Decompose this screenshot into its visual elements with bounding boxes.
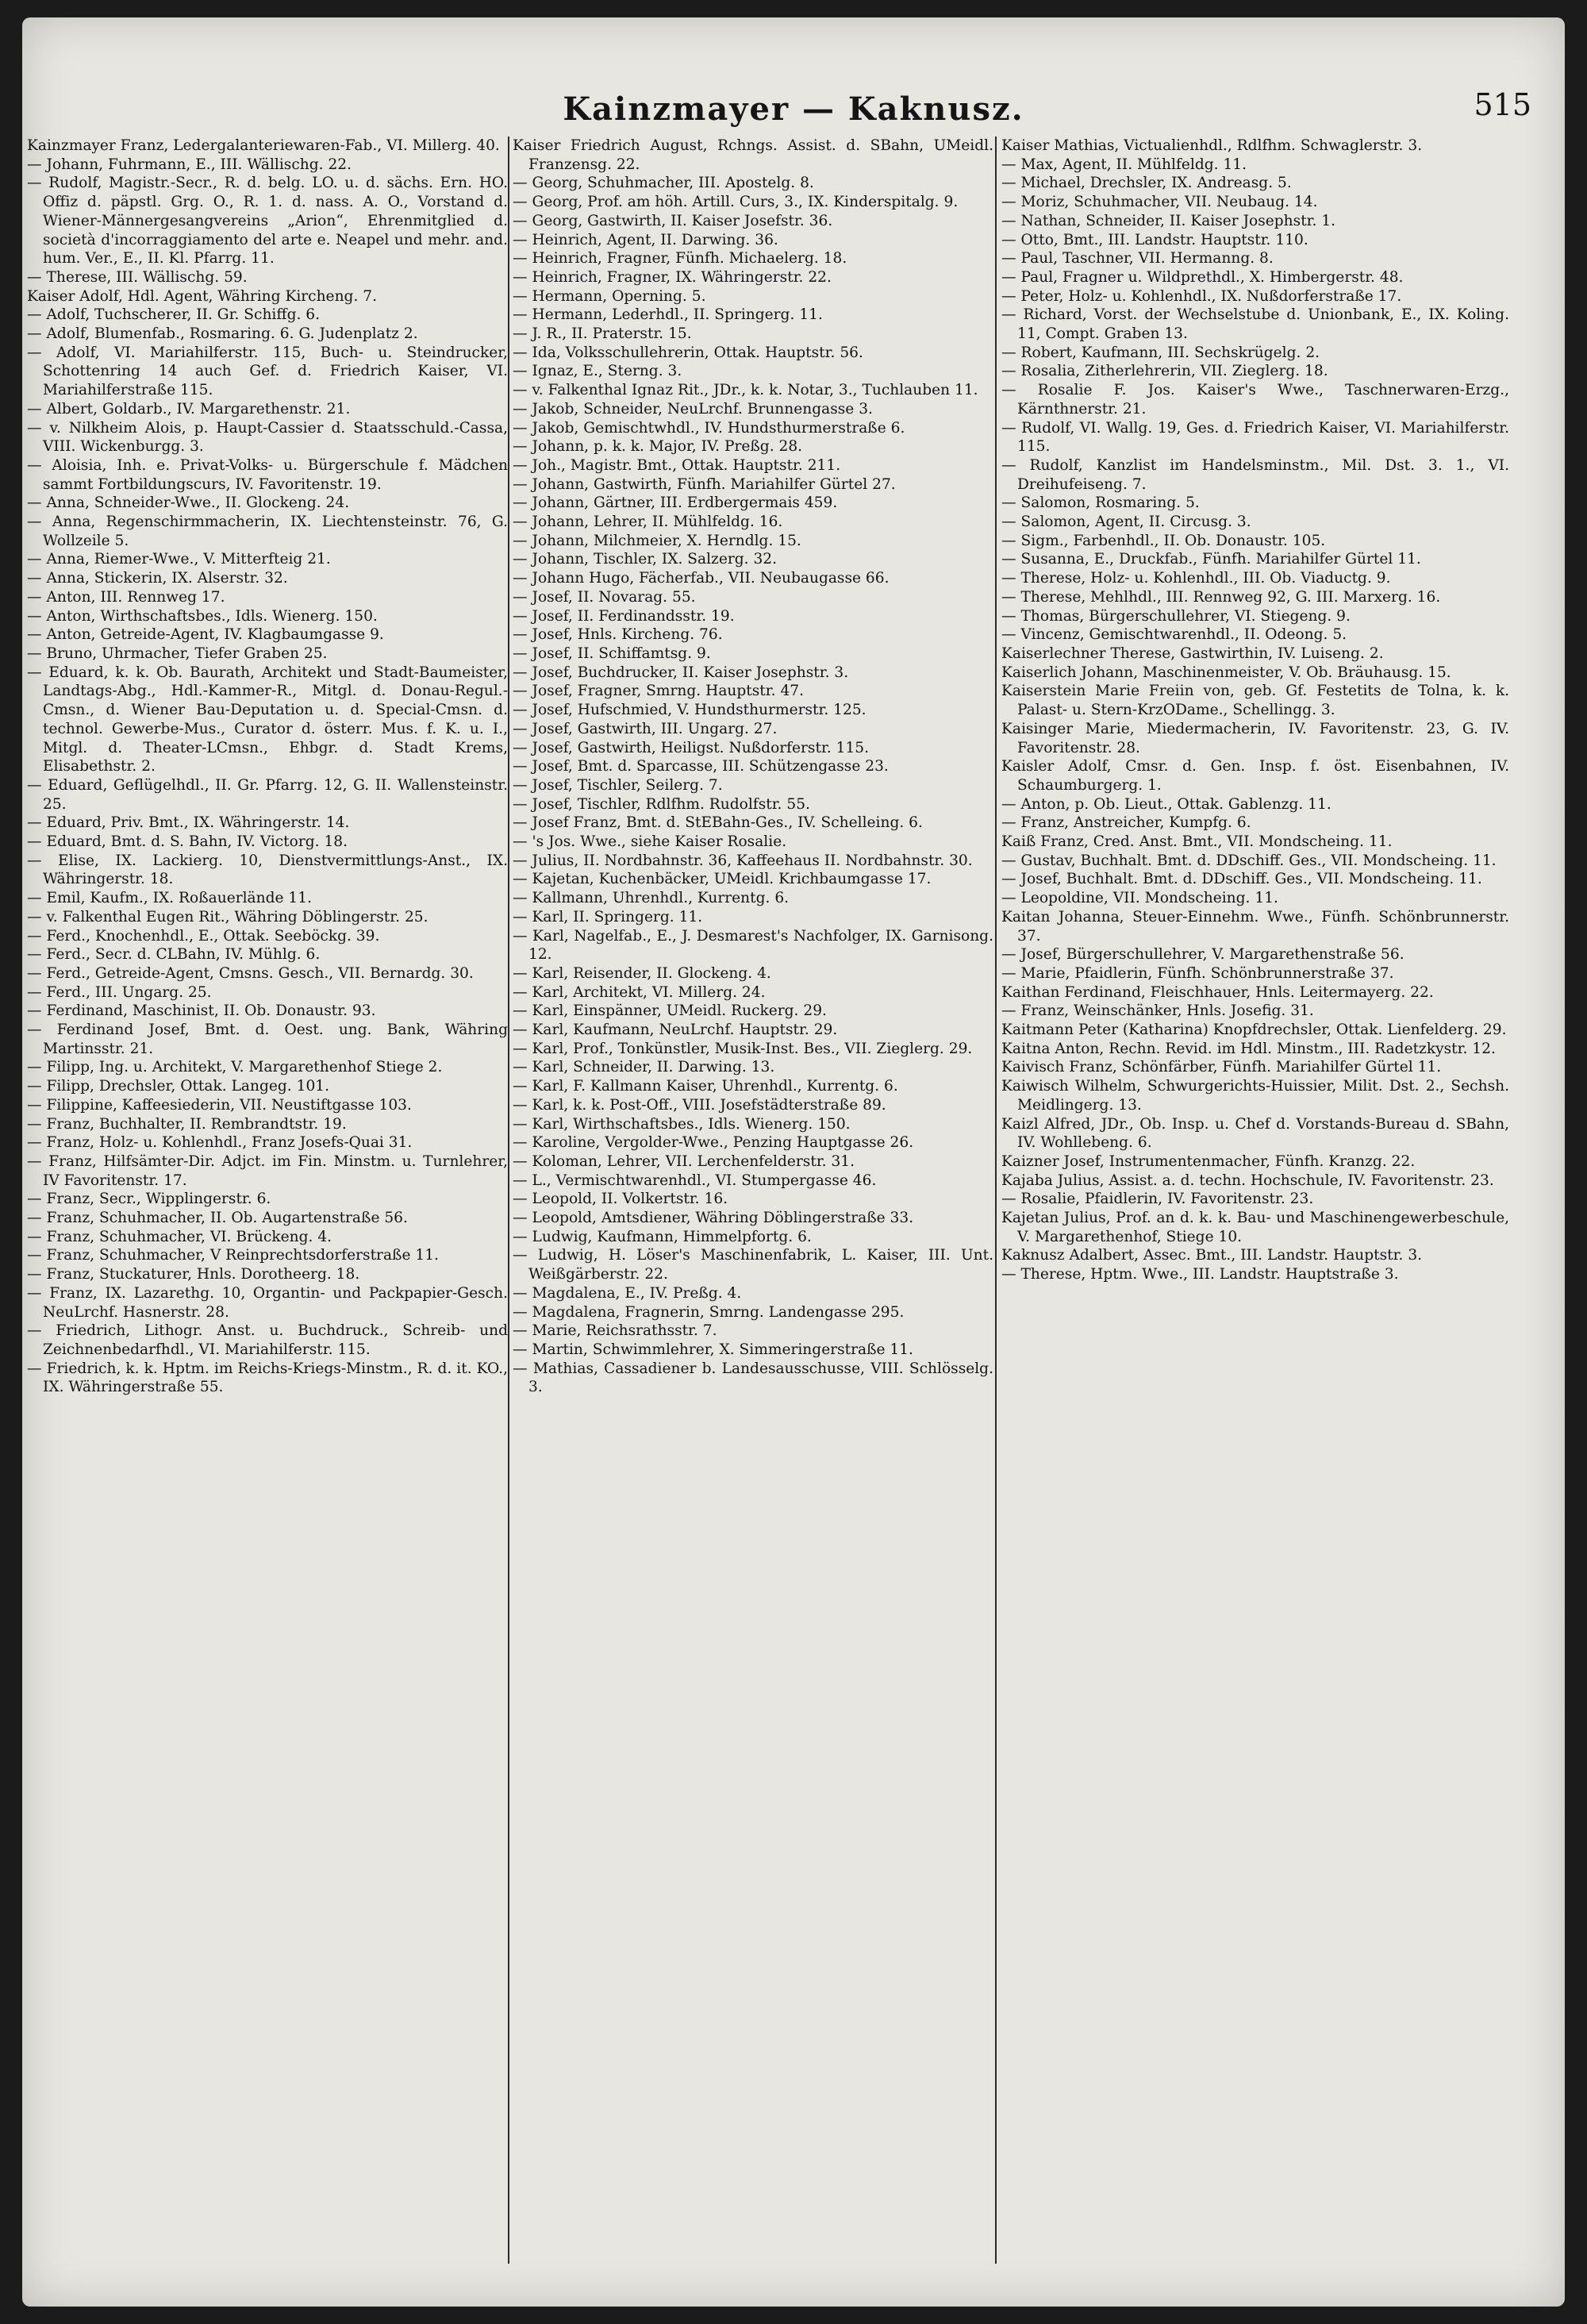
directory-entry: — Ignaz, E., Sterng. 3.: [513, 363, 682, 380]
directory-entry: — Ferd., Knochenhdl., E., Ottak. Seeböckg. 39.: [27, 927, 380, 945]
directory-entry: — Gustav, Buchhalt. Bmt. d. DDschiff. Ges., VII. Mondscheing. 11.: [1001, 852, 1497, 869]
directory-entry: — Franz, Schuhmacher, V Reinprechtsdorferstraße 11.: [27, 1247, 439, 1264]
directory-entry: — v. Nilkheim Alois, p. Haupt-Cassier d. Staatsschuld.-Cassa, VIII. Wickenburgg. 3.: [27, 419, 508, 456]
directory-entry: Kaisinger Marie, Miedermacherin, IV. Favoritenstr. 23, G. IV. Favoritenstr. 28.: [1001, 720, 1509, 756]
directory-entry: — Karl, Nagelfab., E., J. Desmarest's Nachfolger, IX. Garnisong. 12.: [513, 927, 993, 964]
directory-column-1: [27, 137, 508, 2272]
directory-entry: — Rudolf, VI. Wallg. 19, Ges. d. Friedrich Kaiser, VI. Mariahilferstr. 115.: [1001, 419, 1509, 456]
directory-entry: — Franz, IX. Lazarethg. 10, Organtin- und Packpapier-Gesch. NeuLrchf. Hasnerstr. 28.: [27, 1284, 508, 1321]
directory-entry: — Ferdinand, Maschinist, II. Ob. Donaustr. 93.: [27, 1002, 376, 1020]
directory-entry: — Johann, Fuhrmann, E., III. Wällischg. 22.: [27, 156, 352, 173]
directory-entry: — Mathias, Cassadiener b. Landesausschusse, VIII. Schlösselg. 3.: [513, 1360, 993, 1396]
directory-entry: Kaiserlich Johann, Maschinenmeister, V. Ob. Bräuhausg. 15.: [1001, 664, 1451, 681]
directory-entry: — Richard, Vorst. der Wechselstube d. Unionbank, E., IX. Koling. 11, Compt. Graben 13.: [1001, 306, 1509, 343]
directory-entry: Kajetan Julius, Prof. an d. k. k. Bau- und Maschinengewerbeschule, V. Margarethenhof, Stiege 10.: [1001, 1210, 1509, 1245]
directory-entry: — Johann Hugo, Fächerfab., VII. Neubaugasse 66.: [513, 570, 890, 587]
directory-entry: — Josef, Tischler, Rdlfhm. Rudolfstr. 55.: [513, 795, 810, 813]
page-number: 515: [1474, 87, 1531, 122]
directory-entry: — Max, Agent, II. Mühlfeldg. 11.: [1001, 156, 1247, 173]
directory-entry: — Ferd., Secr. d. CLBahn, IV. Mühlg. 6.: [27, 946, 321, 964]
directory-entry: Kaiß Franz, Cred. Anst. Bmt., VII. Mondscheing. 11.: [1001, 833, 1393, 851]
directory-entry: — Franz, Hilfsämter-Dir. Adjct. im Fin. Minstm. u. Turnlehrer, IV Favoritenstr. 17.: [27, 1152, 508, 1189]
directory-entry: — Josef, Buchhalt. Bmt. d. DDschiff. Ges., VII. Mondscheing. 11.: [1001, 871, 1482, 888]
directory-entry: — Karl, II. Springerg. 11.: [513, 908, 703, 925]
directory-entry: — Thomas, Bürgerschullehrer, VI. Stiegeng. 9.: [1001, 607, 1351, 625]
directory-entry: — Josef Franz, Bmt. d. StEBahn-Ges., IV. Schelleing. 6.: [513, 814, 923, 832]
directory-entry: Kainzmayer Franz, Ledergalanteriewaren-Fab., VI. Millerg. 40.: [27, 137, 500, 154]
directory-entry: — Karl, Schneider, II. Darwing. 13.: [513, 1059, 775, 1076]
directory-entry: — Otto, Bmt., III. Landstr. Hauptstr. 110.: [1001, 231, 1308, 248]
directory-entry: — Hermann, Lederhdl., II. Springerg. 11.: [513, 306, 823, 324]
directory-entry: — Therese, Hptm. Wwe., III. Landstr. Hauptstraße 3.: [1001, 1266, 1399, 1283]
directory-entry: — Franz, Schuhmacher, II. Ob. Augartenstraße 56.: [27, 1210, 408, 1227]
directory-entry: Kaisler Adolf, Cmsr. d. Gen. Insp. f. öst. Eisenbahnen, IV. Schaumburgerg. 1.: [1001, 758, 1509, 794]
directory-entry: — Eduard, Bmt. d. S. Bahn, IV. Victorg. 18.: [27, 833, 348, 851]
directory-column-3: [1001, 137, 1509, 2272]
directory-entry: — Peter, Holz- u. Kohlenhdl., IX. Nußdorferstraße 17.: [1001, 287, 1402, 305]
directory-entry: Kaiser Mathias, Victualienhdl., Rdlfhm. Schwaglerstr. 3.: [1001, 137, 1423, 154]
directory-entry: — v. Falkenthal Ignaz Rit., JDr., k. k. Notar, 3., Tuchlauben 11.: [513, 382, 978, 399]
directory-entry: — Karl, Einspänner, UMeidl. Ruckerg. 29.: [513, 1002, 827, 1020]
directory-entry: — Magdalena, E., IV. Preßg. 4.: [513, 1284, 742, 1302]
directory-entry: — Julius, II. Nordbahnstr. 36, Kaffeehaus II. Nordbahnstr. 30.: [513, 852, 973, 869]
directory-entry: — Karoline, Vergolder-Wwe., Penzing Hauptgasse 26.: [513, 1134, 914, 1152]
directory-entry: — Josef, Bürgerschullehrer, V. Margarethenstraße 56.: [1001, 946, 1404, 964]
directory-entry: — Ludwig, H. Löser's Maschinenfabrik, L. Kaiser, III. Unt. Weißgärberstr. 22.: [513, 1247, 993, 1283]
directory-entry: Kaiserstein Marie Freiin von, geb. Gf. Festetits de Tolna, k. k. Palast- u. Stern-KrzODame., Schellingg. 3.: [1001, 683, 1509, 719]
directory-entry: — Johann, Tischler, IX. Salzerg. 32.: [513, 551, 778, 568]
directory-entry: — Emil, Kaufm., IX. Roßauerlände 11.: [27, 890, 312, 907]
directory-entry: Kaknusz Adalbert, Assec. Bmt., III. Landstr. Hauptstr. 3.: [1001, 1247, 1423, 1264]
directory-entry: — Sigm., Farbenhdl., II. Ob. Donaustr. 105.: [1001, 532, 1326, 549]
directory-entry: — Albert, Goldarb., IV. Margarethenstr. 21.: [27, 400, 351, 417]
directory-entry: — Karl, F. Kallmann Kaiser, Uhrenhdl., Kurrentg. 6.: [513, 1078, 898, 1095]
directory-entry: — Hermann, Operning. 5.: [513, 287, 706, 305]
directory-entry: — Marie, Pfaidlerin, Fünfh. Schönbrunnerstraße 37.: [1001, 964, 1394, 982]
directory-entry: — Magdalena, Fragnerin, Smrng. Landengasse 295.: [513, 1303, 905, 1321]
directory-entry: — Filipp, Ing. u. Architekt, V. Margarethenhof Stiege 2.: [27, 1059, 443, 1076]
directory-entry: — Eduard, Priv. Bmt., IX. Währingerstr. 14.: [27, 814, 350, 832]
directory-entry: — Anton, Getreide-Agent, IV. Klagbaumgasse 9.: [27, 626, 384, 644]
directory-entry: Kaiwisch Wilhelm, Schwurgerichts-Huissier, Milit. Dst. 2., Sechsh. Meidlingerg. 13.: [1001, 1078, 1509, 1114]
directory-entry: — L., Vermischtwarenhdl., VI. Stumpergasse 46.: [513, 1172, 877, 1189]
directory-entry: — Aloisia, Inh. e. Privat-Volks- u. Bürgerschule f. Mädchen sammt Fortbildungscurs, IV. Favoritenstr. 19.: [27, 456, 508, 493]
directory-entry: — Friedrich, Lithogr. Anst. u. Buchdruck., Schreib- und Zeichnenbedarfhdl., VI. Mariahilferstr. 115.: [27, 1322, 508, 1358]
directory-entry: — Martin, Schwimmlehrer, X. Simmeringerstraße 11.: [513, 1341, 913, 1358]
directory-entry: — Filippine, Kaffeesiederin, VII. Neustiftgasse 103.: [27, 1096, 412, 1114]
directory-entry: — Rudolf, Magistr.-Secr., R. d. belg. LO. u. d. sächs. Ern. HO. Offiz d. päpstl. Grg. O., R. 1. d. nass. A. O., Vorstand d. Wiener-Männergesangvereins „Arion“, Ehrenmitglied d. società d'incorraggiamento del arte e. Neapel und mehr. and. hum. Ver., E., II. Kl. Pfarrg. 11.: [27, 175, 508, 267]
directory-entry: — Johann, Gastwirth, Fünfh. Mariahilfer Gürtel 27.: [513, 475, 896, 493]
directory-entry: — Joh., Magistr. Bmt., Ottak. Hauptstr. 211.: [513, 456, 841, 474]
directory-entry: — Paul, Taschner, VII. Hermanng. 8.: [1001, 250, 1274, 267]
directory-entry: Kaiserlechner Therese, Gastwirthin, IV. Luiseng. 2.: [1001, 644, 1384, 662]
directory-entry: — Rosalia, Zitherlehrerin, VII. Zieglerg. 18.: [1001, 363, 1328, 380]
directory-entry: — Elise, IX. Lackierg. 10, Dienstvermittlungs-Anst., IX. Währingerstr. 18.: [27, 852, 508, 888]
directory-entry: — Friedrich, k. k. Hptm. im Reichs-Kriegs-Minstm., R. d. it. KO., IX. Währingerstraße 55.: [27, 1360, 508, 1396]
directory-entry: — Johann, Lehrer, II. Mühlfeldg. 16.: [513, 514, 783, 531]
directory-entry: — Leopold, Amtsdiener, Währing Döblingerstraße 33.: [513, 1210, 914, 1227]
directory-entry: — Josef, II. Ferdinandsstr. 19.: [513, 607, 735, 625]
directory-entry: Kaizl Alfred, JDr., Ob. Insp. u. Chef d. Vorstands-Bureau d. SBahn, IV. Wohllebeng. 6.: [1001, 1115, 1509, 1152]
directory-entry: — Franz, Holz- u. Kohlenhdl., Franz Josefs-Quai 31.: [27, 1134, 413, 1152]
directory-entry: — Georg, Gastwirth, II. Kaiser Josefstr. 36.: [513, 212, 833, 229]
directory-entry: Kaizner Josef, Instrumentenmacher, Fünfh. Kranzg. 22.: [1001, 1152, 1416, 1170]
directory-entry: — Robert, Kaufmann, III. Sechskrügelg. 2.: [1001, 344, 1320, 361]
directory-entry: — Josef, Fragner, Smrng. Hauptstr. 47.: [513, 683, 805, 700]
directory-entry: — Karl, Reisender, II. Glockeng. 4.: [513, 964, 771, 982]
directory-entry: — Anna, Stickerin, IX. Alserstr. 32.: [27, 570, 288, 587]
directory-entry: — Karl, Architekt, VI. Millerg. 24.: [513, 983, 766, 1001]
directory-entry: Kaiser Friedrich August, Rchngs. Assist. d. SBahn, UMeidl. Franzensg. 22.: [513, 137, 993, 173]
directory-entry: — Adolf, Tuchscherer, II. Gr. Schiffg. 6.: [27, 306, 321, 324]
directory-entry: Kaitna Anton, Rechn. Revid. im Hdl. Minstm., III. Radetzkystr. 12.: [1001, 1040, 1496, 1057]
directory-entry: — Moriz, Schuhmacher, VII. Neubaug. 14.: [1001, 194, 1318, 211]
directory-entry: Kaiser Adolf, Hdl. Agent, Währing Kircheng. 7.: [27, 287, 378, 305]
directory-entry: — Heinrich, Fragner, IX. Währingerstr. 22.: [513, 268, 832, 286]
directory-entry: — Bruno, Uhrmacher, Tiefer Graben 25.: [27, 644, 328, 662]
directory-column-2: [513, 137, 993, 2272]
column-divider: [508, 137, 509, 2264]
directory-entry: — Anna, Schneider-Wwe., II. Glockeng. 24.: [27, 494, 350, 512]
directory-entry: — Ferd., Getreide-Agent, Cmsns. Gesch., VII. Bernardg. 30.: [27, 964, 474, 982]
directory-entry: — Rosalie, Pfaidlerin, IV. Favoritenstr. 23.: [1001, 1191, 1314, 1208]
directory-entry: — Leopold, II. Volkertstr. 16.: [513, 1191, 728, 1208]
directory-entry: — Georg, Prof. am höh. Artill. Curs, 3., IX. Kinderspitalg. 9.: [513, 194, 959, 211]
directory-entry: — Ferdinand Josef, Bmt. d. Oest. ung. Bank, Währing Martinsstr. 21.: [27, 1022, 508, 1057]
directory-entry: — Karl, k. k. Post-Off., VIII. Josefstädterstraße 89.: [513, 1096, 886, 1114]
directory-entry: — Filipp, Drechsler, Ottak. Langeg. 101.: [27, 1078, 330, 1095]
directory-entry: — Franz, Schuhmacher, VI. Brückeng. 4.: [27, 1228, 332, 1245]
directory-entry: — Therese, Mehlhdl., III. Rennweg 92, G. III. Marxerg. 16.: [1001, 588, 1441, 606]
directory-entry: — Salomon, Agent, II. Circusg. 3.: [1001, 514, 1251, 531]
directory-entry: — Therese, III. Wällischg. 59.: [27, 268, 248, 286]
directory-entry: — Ludwig, Kaufmann, Himmelpfortg. 6.: [513, 1228, 812, 1245]
directory-entry: — Franz, Buchhalter, II. Rembrandtstr. 19.: [27, 1115, 347, 1133]
directory-entry: — Josef, Buchdrucker, II. Kaiser Josephstr. 3.: [513, 664, 849, 681]
directory-entry: — Salomon, Rosmaring. 5.: [1001, 494, 1200, 512]
directory-entry: — Franz, Stuckaturer, Hnls. Dorotheerg. 18.: [27, 1266, 360, 1283]
directory-entry: — Karl, Prof., Tonkünstler, Musik-Inst. Bes., VII. Zieglerg. 29.: [513, 1040, 973, 1057]
directory-entry: — Leopoldine, VII. Mondscheing. 11.: [1001, 890, 1278, 907]
column-divider: [995, 137, 997, 2264]
directory-entry: — Josef, Gastwirth, III. Ungarg. 27.: [513, 720, 778, 737]
directory-entry: — Vincenz, Gemischtwarenhdl., II. Odeong. 5.: [1001, 626, 1347, 644]
directory-entry: — Jakob, Schneider, NeuLrchf. Brunnengasse 3.: [513, 400, 873, 417]
directory-entry: — Heinrich, Fragner, Fünfh. Michaelerg. 18.: [513, 250, 847, 267]
directory-entry: Kaitan Johanna, Steuer-Einnehm. Wwe., Fünfh. Schönbrunnerstr. 37.: [1001, 908, 1509, 945]
directory-entry: — Josef, Hnls. Kircheng. 76.: [513, 626, 723, 644]
directory-entry: Kaitmann Peter (Katharina) Knopfdrechsler, Ottak. Lienfelderg. 29.: [1001, 1022, 1507, 1039]
directory-entry: — Adolf, Blumenfab., Rosmaring. 6. G. Judenplatz 2.: [27, 325, 418, 343]
directory-entry: — Josef, Tischler, Seilerg. 7.: [513, 776, 723, 794]
directory-entry: — Koloman, Lehrer, VII. Lerchenfelderstr. 31.: [513, 1152, 855, 1170]
directory-entry: — Anton, Wirthschaftsbes., Idls. Wienerg. 150.: [27, 607, 378, 625]
directory-entry: — Josef, II. Novarag. 55.: [513, 588, 696, 606]
directory-entry: — Eduard, k. k. Ob. Baurath, Architekt und Stadt-Baumeister, Landtags-Abg., Hdl.-Kammer-R., Mitgl. d. Donau-Regul.-Cmsn., d. Wiener Bau-Deputation u. d. Special-Cmsn. d. technol. Gewerbe-Mus., Curator d. österr. Mus. f. K. u. I., Mitgl. d. Theater-LCmsn., Ehbgr. d. Stadt Krems, Elisabethstr. 2.: [27, 664, 508, 775]
directory-entry: — Michael, Drechsler, IX. Andreasg. 5.: [1001, 175, 1292, 192]
directory-entry: — Josef, Bmt. d. Sparcasse, III. Schützengasse 23.: [513, 758, 889, 775]
directory-entry: — J. R., II. Praterstr. 15.: [513, 325, 692, 343]
directory-entry: — Marie, Reichsrathsstr. 7.: [513, 1322, 717, 1340]
directory-entry: — Johann, p. k. k. Major, IV. Preßg. 28.: [513, 438, 803, 456]
directory-entry: Kajaba Julius, Assist. a. d. techn. Hochschule, IV. Favoritenstr. 23.: [1001, 1172, 1494, 1189]
directory-entry: — Anna, Regenschirmmacherin, IX. Liechtensteinstr. 76, G. Wollzeile 5.: [27, 514, 508, 549]
directory-entry: — Anton, III. Rennweg 17.: [27, 588, 225, 606]
directory-entry: — Anton, p. Ob. Lieut., Ottak. Gablenzg. 11.: [1001, 795, 1331, 813]
directory-entry: — 's Jos. Wwe., siehe Kaiser Rosalie.: [513, 833, 787, 851]
directory-entry: — Therese, Holz- u. Kohlenhdl., III. Ob. Viaductg. 9.: [1001, 570, 1391, 587]
directory-entry: — Nathan, Schneider, II. Kaiser Josephstr. 1.: [1001, 212, 1336, 229]
directory-entry: — Susanna, E., Druckfab., Fünfh. Mariahilfer Gürtel 11.: [1001, 551, 1421, 568]
directory-entry: — Georg, Schuhmacher, III. Apostelg. 8.: [513, 175, 814, 192]
directory-entry: — Heinrich, Agent, II. Darwing. 36.: [513, 231, 778, 248]
directory-entry: — Karl, Wirthschaftsbes., Idls. Wienerg. 150.: [513, 1115, 851, 1133]
directory-entry: Kaivisch Franz, Schönfärber, Fünfh. Mariahilfer Gürtel 11.: [1001, 1059, 1442, 1076]
directory-entry: — Kallmann, Uhrenhdl., Kurrentg. 6.: [513, 890, 790, 907]
directory-entry: — Franz, Anstreicher, Kumpfg. 6.: [1001, 814, 1251, 832]
directory-entry: — Johann, Milchmeier, X. Herndlg. 15.: [513, 532, 801, 549]
directory-entry: — Karl, Kaufmann, NeuLrchf. Hauptstr. 29.: [513, 1022, 838, 1039]
directory-entry: — Josef, II. Schiffamtsg. 9.: [513, 644, 711, 662]
directory-entry: — Josef, Gastwirth, Heiligst. Nußdorferstr. 115.: [513, 739, 870, 756]
directory-entry: — Paul, Fragner u. Wildprethdl., X. Himbergerstr. 48.: [1001, 268, 1404, 286]
directory-entry: — Franz, Secr., Wipplingerstr. 6.: [27, 1191, 271, 1208]
directory-entry: — Jakob, Gemischtwhdl., IV. Hundsthurmerstraße 6.: [513, 419, 905, 437]
directory-entry: — Franz, Weinschänker, Hnls. Josefig. 31.: [1001, 1002, 1314, 1020]
directory-entry: — Johann, Gärtner, III. Erdbergermais 459.: [513, 494, 838, 512]
directory-entry: — Adolf, VI. Mariahilferstr. 115, Buch- u. Steindrucker, Schottenring 14 auch Gef. d. Friedrich Kaiser, VI. Mariahilferstraße 115.: [27, 344, 508, 399]
directory-entry: — Anna, Riemer-Wwe., V. Mitterfteig 21.: [27, 551, 331, 568]
directory-entry: — Josef, Hufschmied, V. Hundsthurmerstr. 125.: [513, 702, 867, 719]
page-title: Kainzmayer — Kaknusz.: [563, 90, 1024, 128]
directory-entry: Kaithan Ferdinand, Fleischhauer, Hnls. Leitermayerg. 22.: [1001, 983, 1434, 1001]
directory-entry: — Kajetan, Kuchenbäcker, UMeidl. Krichbaumgasse 17.: [513, 871, 932, 888]
directory-entry: — Rosalie F. Jos. Kaiser's Wwe., Taschnerwaren-Erzg., Kärnthnerstr. 21.: [1001, 382, 1509, 417]
directory-entry: — v. Falkenthal Eugen Rit., Währing Döblingerstr. 25.: [27, 908, 428, 925]
directory-entry: — Eduard, Geflügelhdl., II. Gr. Pfarrg. 12, G. II. Wallensteinstr. 25.: [27, 776, 508, 813]
directory-entry: — Rudolf, Kanzlist im Handelsminstm., Mil. Dst. 3. 1., VI. Dreihufeiseng. 7.: [1001, 456, 1509, 493]
directory-entry: — Ida, Volksschullehrerin, Ottak. Hauptstr. 56.: [513, 344, 863, 361]
directory-entry: — Ferd., III. Ungarg. 25.: [27, 983, 212, 1001]
